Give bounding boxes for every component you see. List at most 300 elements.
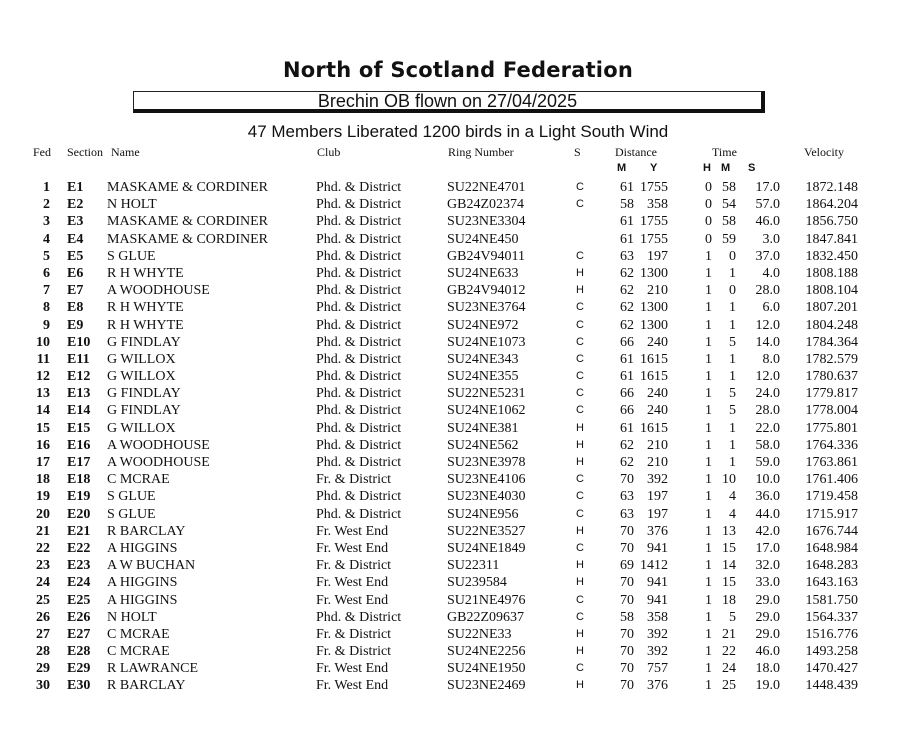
distance-miles: 63 bbox=[620, 506, 634, 522]
distance-miles: 66 bbox=[620, 386, 634, 402]
ring-number: SU23NE4030 bbox=[447, 489, 526, 505]
velocity: 1761.406 bbox=[805, 472, 858, 488]
distance-yards: 1300 bbox=[640, 317, 668, 333]
section-position: E9 bbox=[67, 317, 84, 333]
time-seconds: 29.0 bbox=[755, 592, 780, 608]
time-hours: 1 bbox=[705, 317, 712, 333]
time-minutes: 5 bbox=[729, 386, 736, 402]
subheader-minutes: M bbox=[721, 162, 731, 174]
ring-number: SU24NE956 bbox=[447, 506, 519, 522]
time-hours: 1 bbox=[705, 678, 712, 694]
sex: C bbox=[576, 249, 584, 262]
time-hours: 1 bbox=[705, 403, 712, 419]
table-row bbox=[0, 385, 916, 402]
distance-miles: 62 bbox=[620, 300, 634, 316]
velocity: 1808.188 bbox=[805, 265, 858, 281]
time-minutes: 58 bbox=[722, 214, 736, 230]
section-position: E10 bbox=[67, 334, 91, 350]
time-minutes: 54 bbox=[722, 197, 736, 213]
distance-yards: 1615 bbox=[640, 351, 668, 367]
section-position: E2 bbox=[67, 197, 84, 213]
time-hours: 1 bbox=[705, 626, 712, 642]
sex: C bbox=[576, 507, 584, 520]
section-position: E26 bbox=[67, 609, 91, 625]
distance-miles: 61 bbox=[620, 420, 634, 436]
fed-position: 17 bbox=[36, 455, 50, 470]
section-position: E8 bbox=[67, 300, 84, 316]
time-minutes: 58 bbox=[722, 180, 736, 195]
fed-position: 30 bbox=[36, 678, 50, 694]
distance-miles: 61 bbox=[620, 214, 634, 230]
velocity: 1782.579 bbox=[805, 351, 858, 367]
ring-number: GB24Z02374 bbox=[447, 197, 524, 213]
time-hours: 1 bbox=[705, 558, 712, 574]
time-seconds: 24.0 bbox=[755, 386, 780, 402]
subheader-miles: M bbox=[617, 162, 627, 174]
distance-yards: 757 bbox=[647, 661, 668, 677]
results-table bbox=[0, 179, 916, 695]
time-minutes: 5 bbox=[729, 609, 736, 625]
time-minutes: 0 bbox=[729, 283, 736, 299]
section-position: E7 bbox=[67, 283, 84, 299]
club-name: Fr. & District bbox=[316, 472, 392, 488]
fed-position: 26 bbox=[36, 609, 50, 625]
member-name: R BARCLAY bbox=[107, 523, 186, 539]
header-section: Section bbox=[67, 145, 103, 159]
club-name: Phd. & District bbox=[316, 386, 402, 402]
member-name: C MCRAE bbox=[107, 644, 170, 660]
distance-miles: 70 bbox=[620, 523, 634, 539]
sex: C bbox=[576, 198, 584, 211]
club-name: Phd. & District bbox=[316, 334, 402, 350]
table-row bbox=[0, 454, 916, 471]
club-name: Fr. West End bbox=[316, 540, 389, 556]
section-position: E13 bbox=[67, 386, 91, 402]
time-minutes: 1 bbox=[729, 300, 736, 316]
time-minutes: 1 bbox=[729, 369, 736, 385]
time-hours: 1 bbox=[705, 592, 712, 608]
distance-yards: 1755 bbox=[640, 231, 668, 247]
distance-yards: 941 bbox=[647, 540, 668, 556]
distance-miles: 70 bbox=[620, 661, 634, 677]
velocity: 1856.750 bbox=[805, 214, 858, 230]
fed-position: 1 bbox=[43, 180, 50, 195]
time-hours: 1 bbox=[705, 489, 712, 505]
table-row bbox=[0, 368, 916, 385]
member-name: G WILLOX bbox=[107, 369, 176, 385]
member-name: G WILLOX bbox=[107, 420, 176, 436]
distance-yards: 197 bbox=[647, 506, 668, 522]
section-position: E22 bbox=[67, 540, 91, 556]
time-seconds: 44.0 bbox=[755, 506, 780, 522]
velocity: 1804.248 bbox=[805, 317, 858, 333]
table-row bbox=[0, 248, 916, 265]
distance-miles: 62 bbox=[620, 437, 634, 453]
club-name: Phd. & District bbox=[316, 197, 402, 213]
fed-position: 2 bbox=[43, 197, 50, 213]
time-seconds: 46.0 bbox=[755, 214, 780, 230]
distance-miles: 61 bbox=[620, 180, 634, 195]
sex: H bbox=[576, 645, 584, 658]
distance-yards: 941 bbox=[647, 592, 668, 608]
velocity: 1643.163 bbox=[805, 575, 858, 591]
table-row bbox=[0, 351, 916, 368]
time-hours: 1 bbox=[705, 351, 712, 367]
time-hours: 1 bbox=[705, 248, 712, 264]
velocity: 1775.801 bbox=[805, 420, 858, 436]
header-ring: Ring Number bbox=[448, 145, 514, 159]
sex: C bbox=[576, 181, 584, 193]
section-position: E20 bbox=[67, 506, 91, 522]
club-name: Fr. West End bbox=[316, 592, 389, 608]
time-minutes: 18 bbox=[722, 592, 736, 608]
member-name: C MCRAE bbox=[107, 472, 170, 488]
time-minutes: 13 bbox=[722, 523, 736, 539]
sex: C bbox=[576, 370, 584, 383]
distance-miles: 61 bbox=[620, 369, 634, 385]
time-seconds: 46.0 bbox=[755, 644, 780, 660]
time-minutes: 22 bbox=[722, 644, 736, 660]
distance-yards: 240 bbox=[647, 403, 668, 419]
distance-yards: 1615 bbox=[640, 369, 668, 385]
velocity: 1470.427 bbox=[805, 661, 858, 677]
sex: H bbox=[576, 438, 584, 451]
fed-position: 24 bbox=[36, 575, 50, 591]
member-name: R H WHYTE bbox=[107, 265, 184, 281]
sex: C bbox=[576, 593, 584, 606]
club-name: Fr. & District bbox=[316, 644, 392, 660]
time-seconds: 8.0 bbox=[762, 351, 780, 367]
time-minutes: 1 bbox=[729, 455, 736, 470]
fed-position: 22 bbox=[36, 540, 50, 556]
time-hours: 1 bbox=[705, 506, 712, 522]
time-minutes: 0 bbox=[729, 248, 736, 264]
section-position: E27 bbox=[67, 626, 91, 642]
member-name: G FINDLAY bbox=[107, 334, 181, 350]
club-name: Phd. & District bbox=[316, 300, 402, 316]
club-name: Phd. & District bbox=[316, 283, 402, 299]
member-name: A WOODHOUSE bbox=[107, 283, 210, 299]
ring-number: GB24V94011 bbox=[447, 248, 526, 264]
time-seconds: 4.0 bbox=[762, 265, 780, 281]
distance-miles: 70 bbox=[620, 626, 634, 642]
member-name: C MCRAE bbox=[107, 626, 170, 642]
distance-miles: 62 bbox=[620, 455, 634, 470]
distance-yards: 392 bbox=[647, 472, 668, 488]
sex: H bbox=[576, 421, 584, 434]
section-position: E14 bbox=[67, 403, 91, 419]
table-row bbox=[0, 213, 916, 230]
member-name: R BARCLAY bbox=[107, 678, 186, 694]
section-position: E24 bbox=[67, 575, 91, 591]
distance-miles: 63 bbox=[620, 489, 634, 505]
time-hours: 1 bbox=[705, 369, 712, 385]
velocity: 1764.336 bbox=[805, 437, 858, 453]
time-hours: 1 bbox=[705, 644, 712, 660]
time-seconds: 42.0 bbox=[755, 523, 780, 539]
club-name: Fr. West End bbox=[316, 678, 389, 694]
distance-miles: 69 bbox=[620, 558, 634, 574]
time-hours: 0 bbox=[705, 231, 712, 247]
time-minutes: 5 bbox=[729, 334, 736, 350]
distance-yards: 197 bbox=[647, 248, 668, 264]
ring-number: SU22NE4701 bbox=[447, 180, 526, 195]
ring-number: SU24NE1950 bbox=[447, 661, 526, 677]
member-name: G FINDLAY bbox=[107, 403, 181, 419]
ring-number: SU24NE450 bbox=[447, 231, 519, 247]
club-name: Phd. & District bbox=[316, 214, 402, 230]
distance-yards: 210 bbox=[647, 455, 668, 470]
member-name: N HOLT bbox=[107, 609, 157, 625]
ring-number: SU24NE633 bbox=[447, 265, 519, 281]
time-seconds: 19.0 bbox=[755, 678, 780, 694]
distance-yards: 240 bbox=[647, 386, 668, 402]
section-position: E30 bbox=[67, 678, 91, 694]
table-row bbox=[0, 540, 916, 557]
distance-yards: 941 bbox=[647, 575, 668, 591]
sex: C bbox=[576, 541, 584, 554]
time-minutes: 24 bbox=[722, 661, 736, 677]
club-name: Fr. & District bbox=[316, 626, 392, 642]
section-position: E19 bbox=[67, 489, 91, 505]
time-hours: 1 bbox=[705, 609, 712, 625]
section-position: E1 bbox=[67, 180, 84, 195]
sex: H bbox=[576, 559, 584, 572]
table-row bbox=[0, 677, 916, 694]
time-hours: 1 bbox=[705, 300, 712, 316]
member-name: A WOODHOUSE bbox=[107, 437, 210, 453]
distance-miles: 70 bbox=[620, 472, 634, 488]
fed-position: 6 bbox=[43, 265, 50, 281]
velocity: 1676.744 bbox=[805, 523, 858, 539]
velocity: 1564.337 bbox=[805, 609, 858, 625]
distance-yards: 1755 bbox=[640, 214, 668, 230]
sex: C bbox=[576, 662, 584, 675]
time-minutes: 1 bbox=[729, 351, 736, 367]
member-name: MASKAME & CORDINER bbox=[107, 231, 269, 247]
member-name: R H WHYTE bbox=[107, 300, 184, 316]
fed-position: 23 bbox=[36, 558, 50, 574]
member-name: R LAWRANCE bbox=[107, 661, 199, 677]
velocity: 1808.104 bbox=[805, 283, 858, 299]
time-seconds: 3.0 bbox=[762, 231, 780, 247]
fed-position: 27 bbox=[36, 626, 50, 642]
section-position: E15 bbox=[67, 420, 91, 436]
ring-number: SU23NE3978 bbox=[447, 455, 526, 470]
velocity: 1780.637 bbox=[805, 369, 858, 385]
velocity: 1847.841 bbox=[805, 231, 858, 247]
club-name: Phd. & District bbox=[316, 231, 402, 247]
time-hours: 1 bbox=[705, 265, 712, 281]
velocity: 1648.984 bbox=[805, 540, 858, 556]
time-hours: 0 bbox=[705, 214, 712, 230]
club-name: Phd. & District bbox=[316, 437, 402, 453]
ring-number: SU23NE4106 bbox=[447, 472, 526, 488]
distance-yards: 392 bbox=[647, 644, 668, 660]
time-hours: 1 bbox=[705, 661, 712, 677]
fed-position: 8 bbox=[43, 300, 50, 316]
club-name: Phd. & District bbox=[316, 248, 402, 264]
ring-number: SU24NE562 bbox=[447, 437, 519, 453]
time-seconds: 33.0 bbox=[755, 575, 780, 591]
time-seconds: 17.0 bbox=[755, 180, 780, 195]
header-velocity: Velocity bbox=[804, 145, 844, 159]
time-hours: 1 bbox=[705, 386, 712, 402]
table-row bbox=[0, 179, 916, 196]
velocity: 1719.458 bbox=[805, 489, 858, 505]
header-time: Time bbox=[712, 145, 737, 159]
table-row bbox=[0, 471, 916, 488]
section-position: E28 bbox=[67, 644, 91, 660]
section-position: E3 bbox=[67, 214, 84, 230]
ring-number: SU24NE1062 bbox=[447, 403, 526, 419]
time-seconds: 59.0 bbox=[755, 455, 780, 470]
table-row bbox=[0, 609, 916, 626]
time-seconds: 28.0 bbox=[755, 283, 780, 299]
distance-yards: 1412 bbox=[640, 558, 668, 574]
fed-position: 7 bbox=[43, 283, 50, 299]
club-name: Phd. & District bbox=[316, 317, 402, 333]
table-row bbox=[0, 334, 916, 351]
time-seconds: 58.0 bbox=[755, 437, 780, 453]
table-row bbox=[0, 506, 916, 523]
distance-miles: 61 bbox=[620, 351, 634, 367]
distance-yards: 1615 bbox=[640, 420, 668, 436]
table-row bbox=[0, 420, 916, 437]
table-row bbox=[0, 643, 916, 660]
section-position: E23 bbox=[67, 558, 91, 574]
table-row bbox=[0, 660, 916, 677]
fed-position: 28 bbox=[36, 644, 50, 660]
sex: C bbox=[576, 301, 584, 314]
ring-number: SU23NE2469 bbox=[447, 678, 526, 694]
section-position: E29 bbox=[67, 661, 91, 677]
member-name: S GLUE bbox=[107, 506, 156, 522]
time-seconds: 18.0 bbox=[755, 661, 780, 677]
ring-number: SU24NE355 bbox=[447, 369, 519, 385]
time-seconds: 17.0 bbox=[755, 540, 780, 556]
time-seconds: 36.0 bbox=[755, 489, 780, 505]
table-row bbox=[0, 231, 916, 248]
time-seconds: 10.0 bbox=[755, 472, 780, 488]
distance-yards: 210 bbox=[647, 283, 668, 299]
time-minutes: 10 bbox=[722, 472, 736, 488]
time-minutes: 15 bbox=[722, 575, 736, 591]
time-minutes: 4 bbox=[729, 489, 736, 505]
ring-number: GB22Z09637 bbox=[447, 609, 524, 625]
header-distance: Distance bbox=[615, 145, 657, 159]
sex: H bbox=[576, 679, 584, 692]
distance-miles: 62 bbox=[620, 265, 634, 281]
distance-miles: 70 bbox=[620, 575, 634, 591]
fed-position: 16 bbox=[36, 437, 50, 453]
time-hours: 1 bbox=[705, 334, 712, 350]
section-position: E17 bbox=[67, 455, 91, 470]
member-name: A WOODHOUSE bbox=[107, 455, 210, 470]
club-name: Phd. & District bbox=[316, 369, 402, 385]
table-row bbox=[0, 574, 916, 591]
section-position: E5 bbox=[67, 248, 84, 264]
distance-yards: 240 bbox=[647, 334, 668, 350]
distance-miles: 70 bbox=[620, 592, 634, 608]
velocity: 1864.204 bbox=[805, 197, 858, 213]
club-name: Phd. & District bbox=[316, 506, 402, 522]
sex: H bbox=[576, 284, 584, 297]
velocity: 1493.258 bbox=[805, 644, 858, 660]
distance-yards: 1300 bbox=[640, 300, 668, 316]
member-name: R H WHYTE bbox=[107, 317, 184, 333]
distance-miles: 61 bbox=[620, 231, 634, 247]
member-name: A HIGGINS bbox=[107, 592, 178, 608]
distance-yards: 358 bbox=[647, 609, 668, 625]
sex: H bbox=[576, 456, 584, 468]
time-hours: 1 bbox=[705, 523, 712, 539]
table-row bbox=[0, 437, 916, 454]
time-minutes: 59 bbox=[722, 231, 736, 247]
time-seconds: 29.0 bbox=[755, 609, 780, 625]
time-minutes: 5 bbox=[729, 403, 736, 419]
distance-miles: 70 bbox=[620, 540, 634, 556]
club-name: Fr. West End bbox=[316, 575, 389, 591]
ring-number: SU24NE343 bbox=[447, 351, 519, 367]
time-seconds: 22.0 bbox=[755, 420, 780, 436]
sex: C bbox=[576, 387, 584, 400]
ring-number: SU22311 bbox=[447, 558, 500, 574]
time-minutes: 21 bbox=[722, 626, 736, 642]
ring-number: SU21NE4976 bbox=[447, 592, 526, 608]
club-name: Fr. West End bbox=[316, 523, 389, 539]
sex: H bbox=[576, 627, 584, 640]
member-name: A HIGGINS bbox=[107, 540, 178, 556]
fed-position: 4 bbox=[43, 231, 50, 247]
velocity: 1648.283 bbox=[805, 558, 858, 574]
velocity: 1581.750 bbox=[805, 592, 858, 608]
distance-yards: 376 bbox=[647, 523, 668, 539]
ring-number: SU24NE1849 bbox=[447, 540, 526, 556]
distance-miles: 58 bbox=[620, 197, 634, 213]
time-seconds: 12.0 bbox=[755, 369, 780, 385]
subheader-seconds: S bbox=[748, 162, 756, 174]
section-position: E18 bbox=[67, 472, 91, 488]
fed-position: 3 bbox=[43, 214, 50, 230]
fed-position: 11 bbox=[36, 351, 50, 367]
club-name: Phd. & District bbox=[316, 489, 402, 505]
fed-position: 14 bbox=[36, 403, 50, 419]
sex: C bbox=[576, 335, 584, 348]
velocity: 1715.917 bbox=[805, 506, 858, 522]
distance-miles: 58 bbox=[620, 609, 634, 625]
club-name: Phd. & District bbox=[316, 265, 402, 281]
time-hours: 1 bbox=[705, 472, 712, 488]
section-position: E12 bbox=[67, 369, 91, 385]
velocity: 1872.148 bbox=[805, 180, 858, 195]
ring-number: SU239584 bbox=[447, 575, 507, 591]
time-hours: 1 bbox=[705, 283, 712, 299]
time-seconds: 57.0 bbox=[755, 197, 780, 213]
time-minutes: 25 bbox=[722, 678, 736, 694]
time-hours: 1 bbox=[705, 540, 712, 556]
fed-position: 15 bbox=[36, 420, 50, 436]
section-position: E16 bbox=[67, 437, 91, 453]
ring-number: SU24NE972 bbox=[447, 317, 519, 333]
club-name: Phd. & District bbox=[316, 420, 402, 436]
velocity: 1516.776 bbox=[805, 626, 858, 642]
section-position: E25 bbox=[67, 592, 91, 608]
sex: C bbox=[576, 352, 584, 365]
distance-miles: 70 bbox=[620, 644, 634, 660]
section-position: E4 bbox=[67, 231, 84, 247]
ring-number: SU24NE2256 bbox=[447, 644, 526, 660]
